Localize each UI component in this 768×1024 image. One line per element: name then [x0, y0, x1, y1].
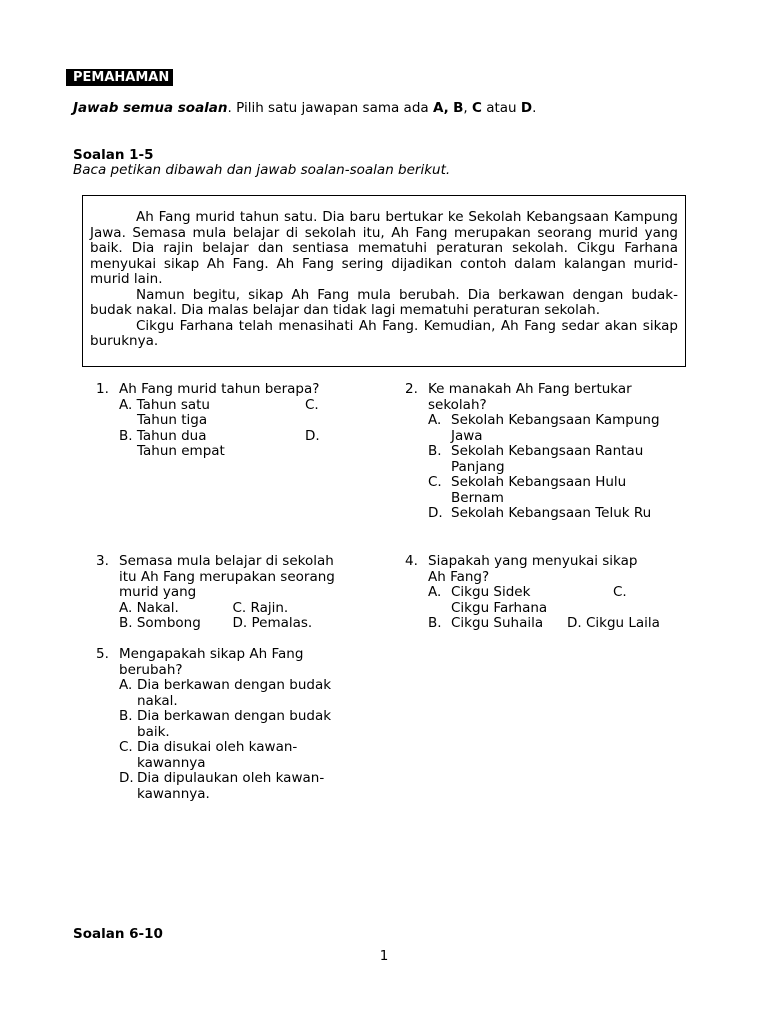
option-label: D.	[119, 770, 134, 786]
option-c[interactable]	[119, 740, 349, 771]
option-d[interactable]: D. Pemalas.	[232, 615, 313, 631]
option-text: Cikgu Suhaila	[451, 615, 544, 631]
question-number: 3.	[96, 553, 109, 569]
question-5	[96, 647, 346, 802]
reading-passage	[82, 195, 686, 367]
period: .	[532, 100, 537, 116]
question-text: Ke manakah Ah Fang bertukar sekolah?	[428, 381, 632, 413]
option-c-label[interactable]: C.	[613, 584, 627, 600]
section-tag: PEMAHAMAN	[66, 69, 173, 86]
option-b[interactable]	[428, 444, 660, 475]
option-text: Dia disukai oleh kawan-kawannya	[137, 739, 298, 771]
option-a-label: A,	[432, 100, 449, 116]
option-d[interactable]	[428, 506, 660, 522]
option-text: Dia berkawan dengan budak nakal.	[137, 677, 332, 709]
option-text: Sekolah Kebangsaan Kampung Jawa	[451, 412, 660, 444]
question-number: 4.	[405, 553, 418, 569]
option-c[interactable]: C. Rajin.	[232, 599, 289, 616]
option-label: A.	[119, 677, 133, 693]
option-text: Sekolah Kebangsaan Hulu Bernam	[451, 474, 627, 506]
option-c-text[interactable]: Tahun tiga	[137, 412, 208, 428]
or-word: atau	[481, 100, 521, 116]
option-text: Cikgu Sidek	[451, 584, 531, 600]
option-d-label: D	[520, 100, 533, 116]
option-b-label: B	[453, 100, 464, 116]
question-4	[405, 554, 675, 632]
option-b[interactable]: B. Sombong	[119, 615, 201, 631]
option-c-label: C	[471, 100, 482, 116]
option-label: B.	[428, 615, 442, 631]
question-number: 5.	[96, 646, 109, 662]
option-b[interactable]: B. Tahun dua	[119, 427, 207, 444]
option-text: Sekolah Kebangsaan Teluk Ru	[451, 505, 652, 521]
option-text: Dia berkawan dengan budak baik.	[137, 708, 332, 740]
option-b[interactable]	[119, 709, 349, 740]
option-a[interactable]	[428, 585, 675, 601]
option-label: B.	[428, 443, 442, 459]
option-d-label[interactable]: D.	[305, 427, 320, 444]
page-number: 1	[379, 948, 389, 964]
option-text: Sekolah Kebangsaan Rantau Panjang	[451, 443, 644, 475]
option-a[interactable]: A. Tahun satu	[119, 396, 210, 413]
question-text: Semasa mula belajar di sekolah itu Ah Fang merupakan seorang murid yang	[119, 553, 335, 600]
option-text: Dia dipulaukan oleh kawan-kawannya.	[137, 770, 325, 802]
section-2-title: Soalan 6-10	[73, 926, 163, 942]
separator: ,	[463, 100, 472, 116]
option-b[interactable]	[428, 616, 675, 632]
section-subtitle: Baca petikan dibawah dan jawab soalan-soalan berikut.	[73, 162, 451, 178]
option-label: C.	[119, 739, 133, 755]
option-a[interactable]: A. Nakal.	[119, 599, 179, 616]
option-a[interactable]	[428, 413, 660, 444]
option-d-text[interactable]: Tahun empat	[137, 443, 225, 459]
section-title: Soalan 1-5	[73, 147, 154, 163]
passage-paragraph-3: Cikgu Farhana telah menasihati Ah Fang. Kemudian, Ah Fang sedar akan sikap buruknya.	[90, 317, 678, 349]
question-3	[96, 554, 346, 632]
question-number: 1.	[96, 381, 109, 397]
option-c-label[interactable]: C.	[305, 396, 319, 413]
question-text: Siapakah yang menyukai sikap Ah Fang?	[428, 553, 638, 585]
option-c[interactable]	[428, 475, 660, 506]
question-text: Mengapakah sikap Ah Fang berubah?	[119, 646, 304, 678]
instruction-text: . Pilih satu jawapan sama ada	[227, 100, 433, 116]
option-d[interactable]	[119, 771, 349, 802]
question-1	[96, 382, 346, 460]
instruction-emphasis: Jawab semua soalan	[73, 100, 228, 116]
option-label: C.	[428, 474, 442, 490]
option-label: D.	[428, 505, 443, 521]
option-a[interactable]	[119, 678, 349, 709]
question-number: 2.	[405, 381, 418, 397]
option-label: B.	[119, 708, 133, 724]
option-d[interactable]: D. Cikgu Laila	[567, 615, 660, 631]
instructions	[73, 101, 536, 117]
passage-paragraph-2: Namun begitu, sikap Ah Fang mula berubah. Dia berkawan dengan budak-budak nakal. Dia malas belajar dan tidak lagi mematuhi peraturan sekolah.	[90, 286, 678, 318]
question-2	[405, 382, 660, 522]
option-label: A.	[428, 584, 442, 600]
option-c-text[interactable]: Cikgu Farhana	[451, 599, 548, 616]
question-text: Ah Fang murid tahun berapa?	[119, 381, 320, 397]
option-label: A.	[428, 412, 442, 428]
passage-paragraph-1: Ah Fang murid tahun satu. Dia baru bertukar ke Sekolah Kebangsaan Kampung Jawa. Semasa mula belajar di sekolah itu, Ah Fang merupakan seorang murid yang baik. Dia rajin belajar dan sentiasa mematuhi peraturan sekolah. Cikgu Farhana menyukai sikap Ah Fang. Ah Fang sering dijadikan contoh dalam kalangan murid-murid lain.	[90, 209, 678, 287]
